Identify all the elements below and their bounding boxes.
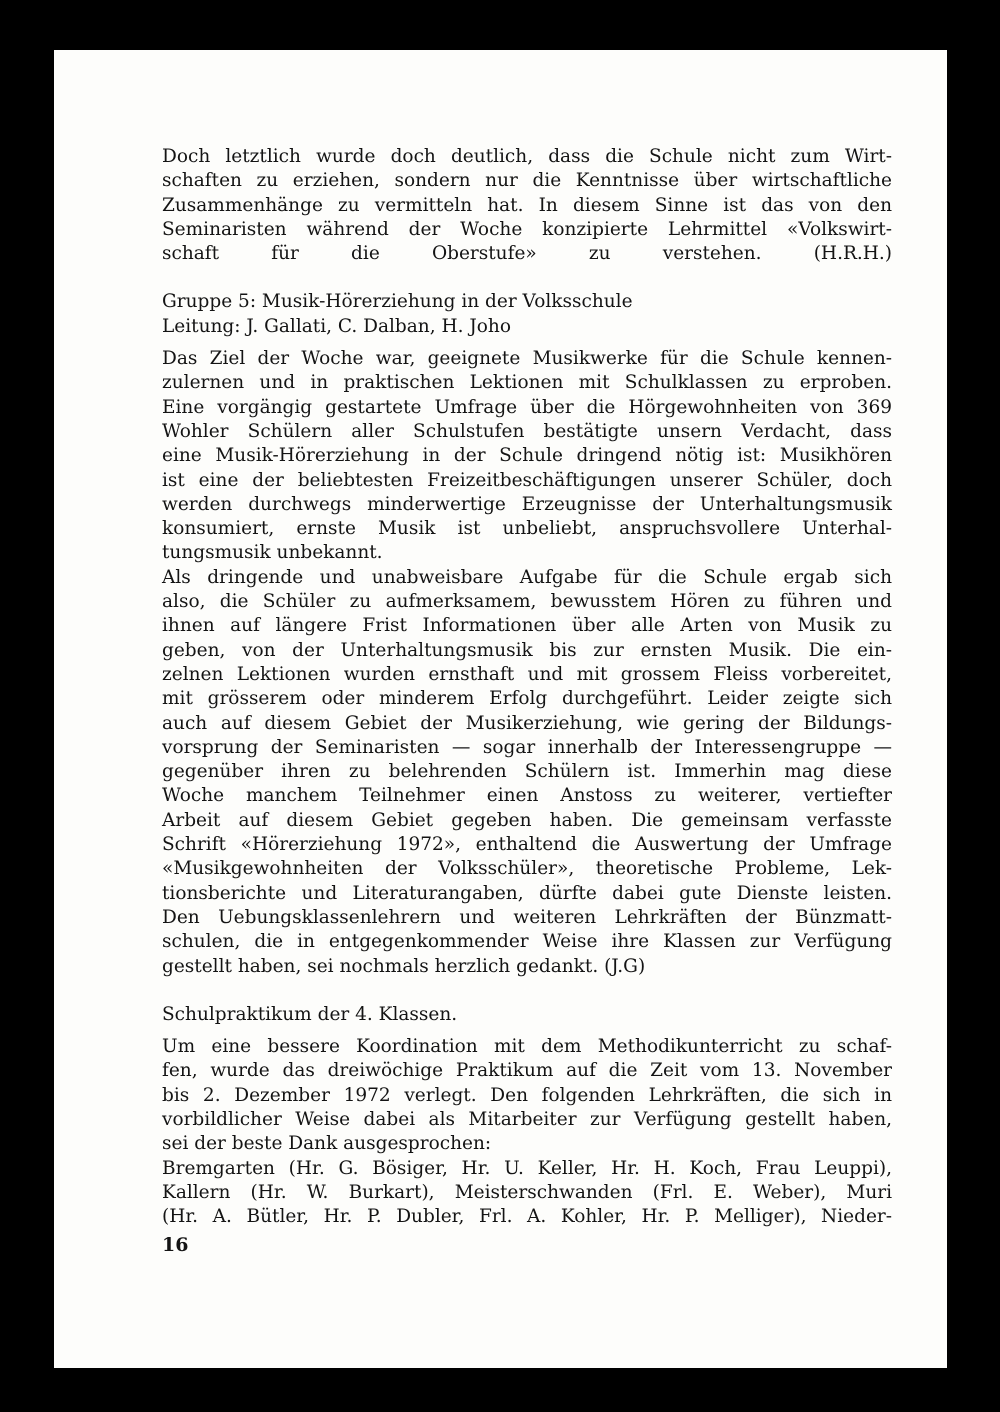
section-heading — [162, 1003, 892, 1027]
text-line: Gruppe 5: Musik-Hörerziehung in der Volksschule — [162, 291, 633, 313]
section-heading — [162, 290, 892, 339]
page-number: 16 — [162, 1234, 189, 1256]
text-line: schulen, die in entgegenkommender Weise ihre Klassen zur Verfügung — [162, 931, 892, 953]
text-line: Zusammenhänge zu vermitteln hat. In diesem Sinne ist das von den — [162, 194, 892, 216]
text-line: geben, von der Unterhaltungsmusik bis zur ernsten Musik. Die ein- — [162, 639, 892, 661]
text-line: Seminaristen während der Woche konzipierte Lehrmittel «Volkswirt- — [162, 218, 892, 240]
text-line: vorbildlicher Weise dabei als Mitarbeiter zur Verfügung gestellt haben, — [162, 1108, 892, 1130]
text-line: Bremgarten (Hr. G. Bösiger, Hr. U. Keller, Hr. H. Koch, Frau Leuppi), — [162, 1157, 892, 1179]
text-line: (Hr. A. Bütler, Hr. P. Dubler, Frl. A. Kohler, Hr. P. Melliger), Nieder- — [162, 1206, 892, 1228]
text-line: eine Musik-Hörerziehung in der Schule dringend nötig ist: Musikhören — [162, 445, 892, 467]
text-line: vorsprung der Seminaristen — sogar innerhalb der Interessengruppe — — [162, 736, 892, 758]
text-line: mit grösserem oder minderem Erfolg durchgeführt. Leider zeigte sich — [162, 688, 892, 710]
document-page — [54, 50, 947, 1368]
text-line: gegenüber ihren zu belehrenden Schülern ist. Immerhin mag diese — [162, 761, 892, 783]
spacer — [162, 979, 892, 1003]
text-line: tionsberichte und Literaturangaben, dürfte dabei gute Dienste leisten. — [162, 882, 892, 904]
paragraph — [162, 347, 892, 979]
text-line: fen, wurde das dreiwöchige Praktikum auf die Zeit vom 13. November — [162, 1060, 892, 1082]
text-line: gestellt haben, sei nochmals herzlich gedankt. (J.G) — [162, 955, 646, 977]
text-line: tungsmusik unbekannt. — [162, 542, 383, 564]
text-line: auch auf diesem Gebiet der Musikerziehung, wie gering der Bildungs- — [162, 712, 892, 734]
text-line: Um eine bessere Koordination mit dem Methodikunterricht zu schaf- — [162, 1036, 892, 1058]
text-line: ist eine der beliebtesten Freizeitbeschäftigungen unserer Schüler, doch — [162, 469, 892, 491]
text-line: Den Uebungsklassenlehrern und weiteren Lehrkräften der Bünzmatt- — [162, 906, 892, 928]
text-line: werden durchwegs minderwertige Erzeugnisse der Unterhaltungsmusik — [162, 493, 892, 515]
text-line: Woche manchem Teilnehmer einen Anstoss zu weiterer, vertiefter — [162, 785, 892, 807]
text-line: ihnen auf längere Frist Informationen über alle Arten von Musik zu — [162, 615, 892, 637]
text-line: zulernen und in praktischen Lektionen mit Schulklassen zu erproben. — [162, 372, 892, 394]
text-line: Als dringende und unabweisbare Aufgabe für die Schule ergab sich — [162, 566, 892, 588]
spacer — [162, 266, 892, 290]
text-line: bis 2. Dezember 1972 verlegt. Den folgenden Lehrkräften, die sich in — [162, 1084, 892, 1106]
paragraph — [162, 145, 892, 266]
text-line: Arbeit auf diesem Gebiet gegeben haben. Die gemeinsam verfasste — [162, 809, 892, 831]
text-line: Leitung: J. Gallati, C. Dalban, H. Joho — [162, 315, 511, 337]
text-line: schaft für die Oberstufe» zu verstehen. (H.R.H.) — [162, 243, 892, 265]
text-line: Eine vorgängig gestartete Umfrage über die Hörgewohnheiten von 369 — [162, 396, 892, 418]
text-line: also, die Schüler zu aufmerksamem, bewusstem Hören zu führen und — [162, 591, 892, 613]
text-line: schaften zu erziehen, sondern nur die Kenntnisse über wirtschaftliche — [162, 170, 892, 192]
page-text — [162, 145, 892, 1229]
text-line: «Musikgewohnheiten der Volksschüler», theoretische Probleme, Lek- — [162, 858, 892, 880]
spacer — [162, 339, 892, 347]
spacer — [162, 1027, 892, 1035]
text-line: Doch letztlich wurde doch deutlich, dass die Schule nicht zum Wirt- — [162, 146, 892, 167]
text-line: zelnen Lektionen wurden ernsthaft und mit grossem Fleiss vorbereitet, — [162, 663, 892, 685]
text-line: Schrift «Hörerziehung 1972», enthaltend die Auswertung der Umfrage — [162, 834, 892, 856]
text-line: Das Ziel der Woche war, geeignete Musikwerke für die Schule kennen- — [162, 348, 892, 370]
paragraph — [162, 1035, 892, 1229]
text-line: konsumiert, ernste Musik ist unbeliebt, anspruchsvollere Unterhal- — [162, 518, 892, 540]
text-line: Wohler Schülern aller Schulstufen bestätigte unsern Verdacht, dass — [162, 420, 892, 442]
text-line: Schulpraktikum der 4. Klassen. — [162, 1003, 458, 1025]
text-line: sei der beste Dank ausgesprochen: — [162, 1133, 492, 1155]
text-line: Kallern (Hr. W. Burkart), Meisterschwanden (Frl. E. Weber), Muri — [162, 1181, 892, 1203]
